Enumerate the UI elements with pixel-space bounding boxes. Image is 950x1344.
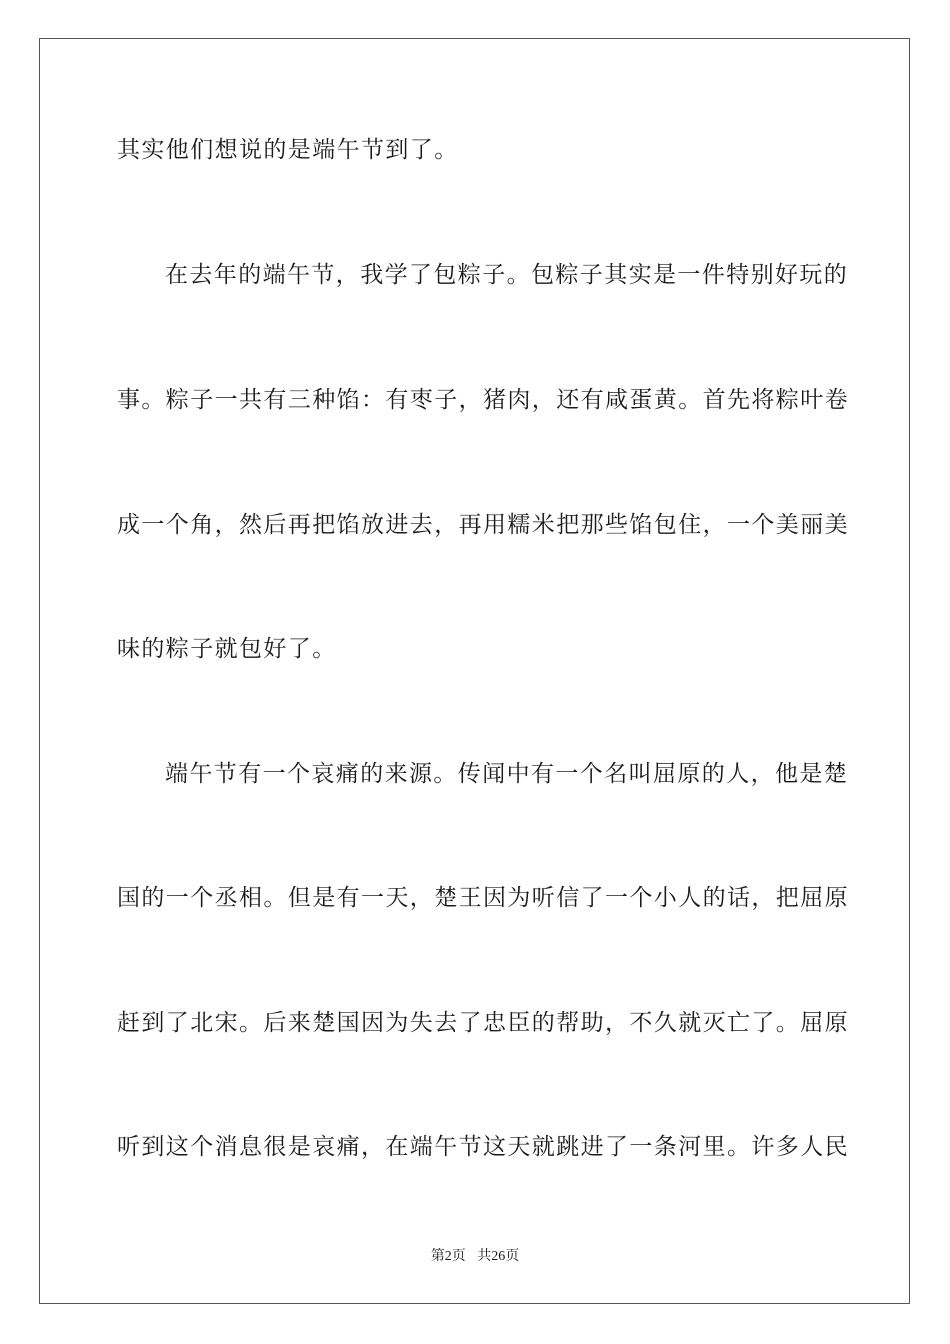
text-line-1: 其实他们想说的是端午节到了。	[117, 137, 459, 163]
text-line-7: 国的一个丞相。但是有一天，楚王因为听信了一个小人的话，把屈原	[117, 885, 849, 911]
text-line-4: 成一个角，然后再把馅放进去，再用糯米把那些馅包住，一个美丽美	[117, 512, 849, 538]
text-line-2: 在去年的端午节，我学了包粽子。包粽子其实是一件特别好玩的	[165, 262, 849, 288]
page-footer	[0, 1248, 950, 1266]
page-frame	[39, 38, 910, 1304]
page-number: 第2页	[430, 1249, 466, 1264]
text-line-8: 赶到了北宋。后来楚国因为失去了忠臣的帮助，不久就灭亡了。屈原	[117, 1010, 849, 1036]
text-line-6: 端午节有一个哀痛的来源。传闻中有一个名叫屈原的人，他是楚	[165, 761, 849, 787]
page-total: 共26页	[477, 1249, 520, 1264]
text-line-5: 味的粽子就包好了。	[117, 636, 337, 662]
text-line-3: 事。粽子一共有三种馅：有枣子，猪肉，还有咸蛋黄。首先将粽叶卷	[117, 387, 849, 413]
text-line-9: 听到这个消息很是哀痛，在端午节这天就跳进了一条河里。许多人民	[117, 1134, 849, 1160]
